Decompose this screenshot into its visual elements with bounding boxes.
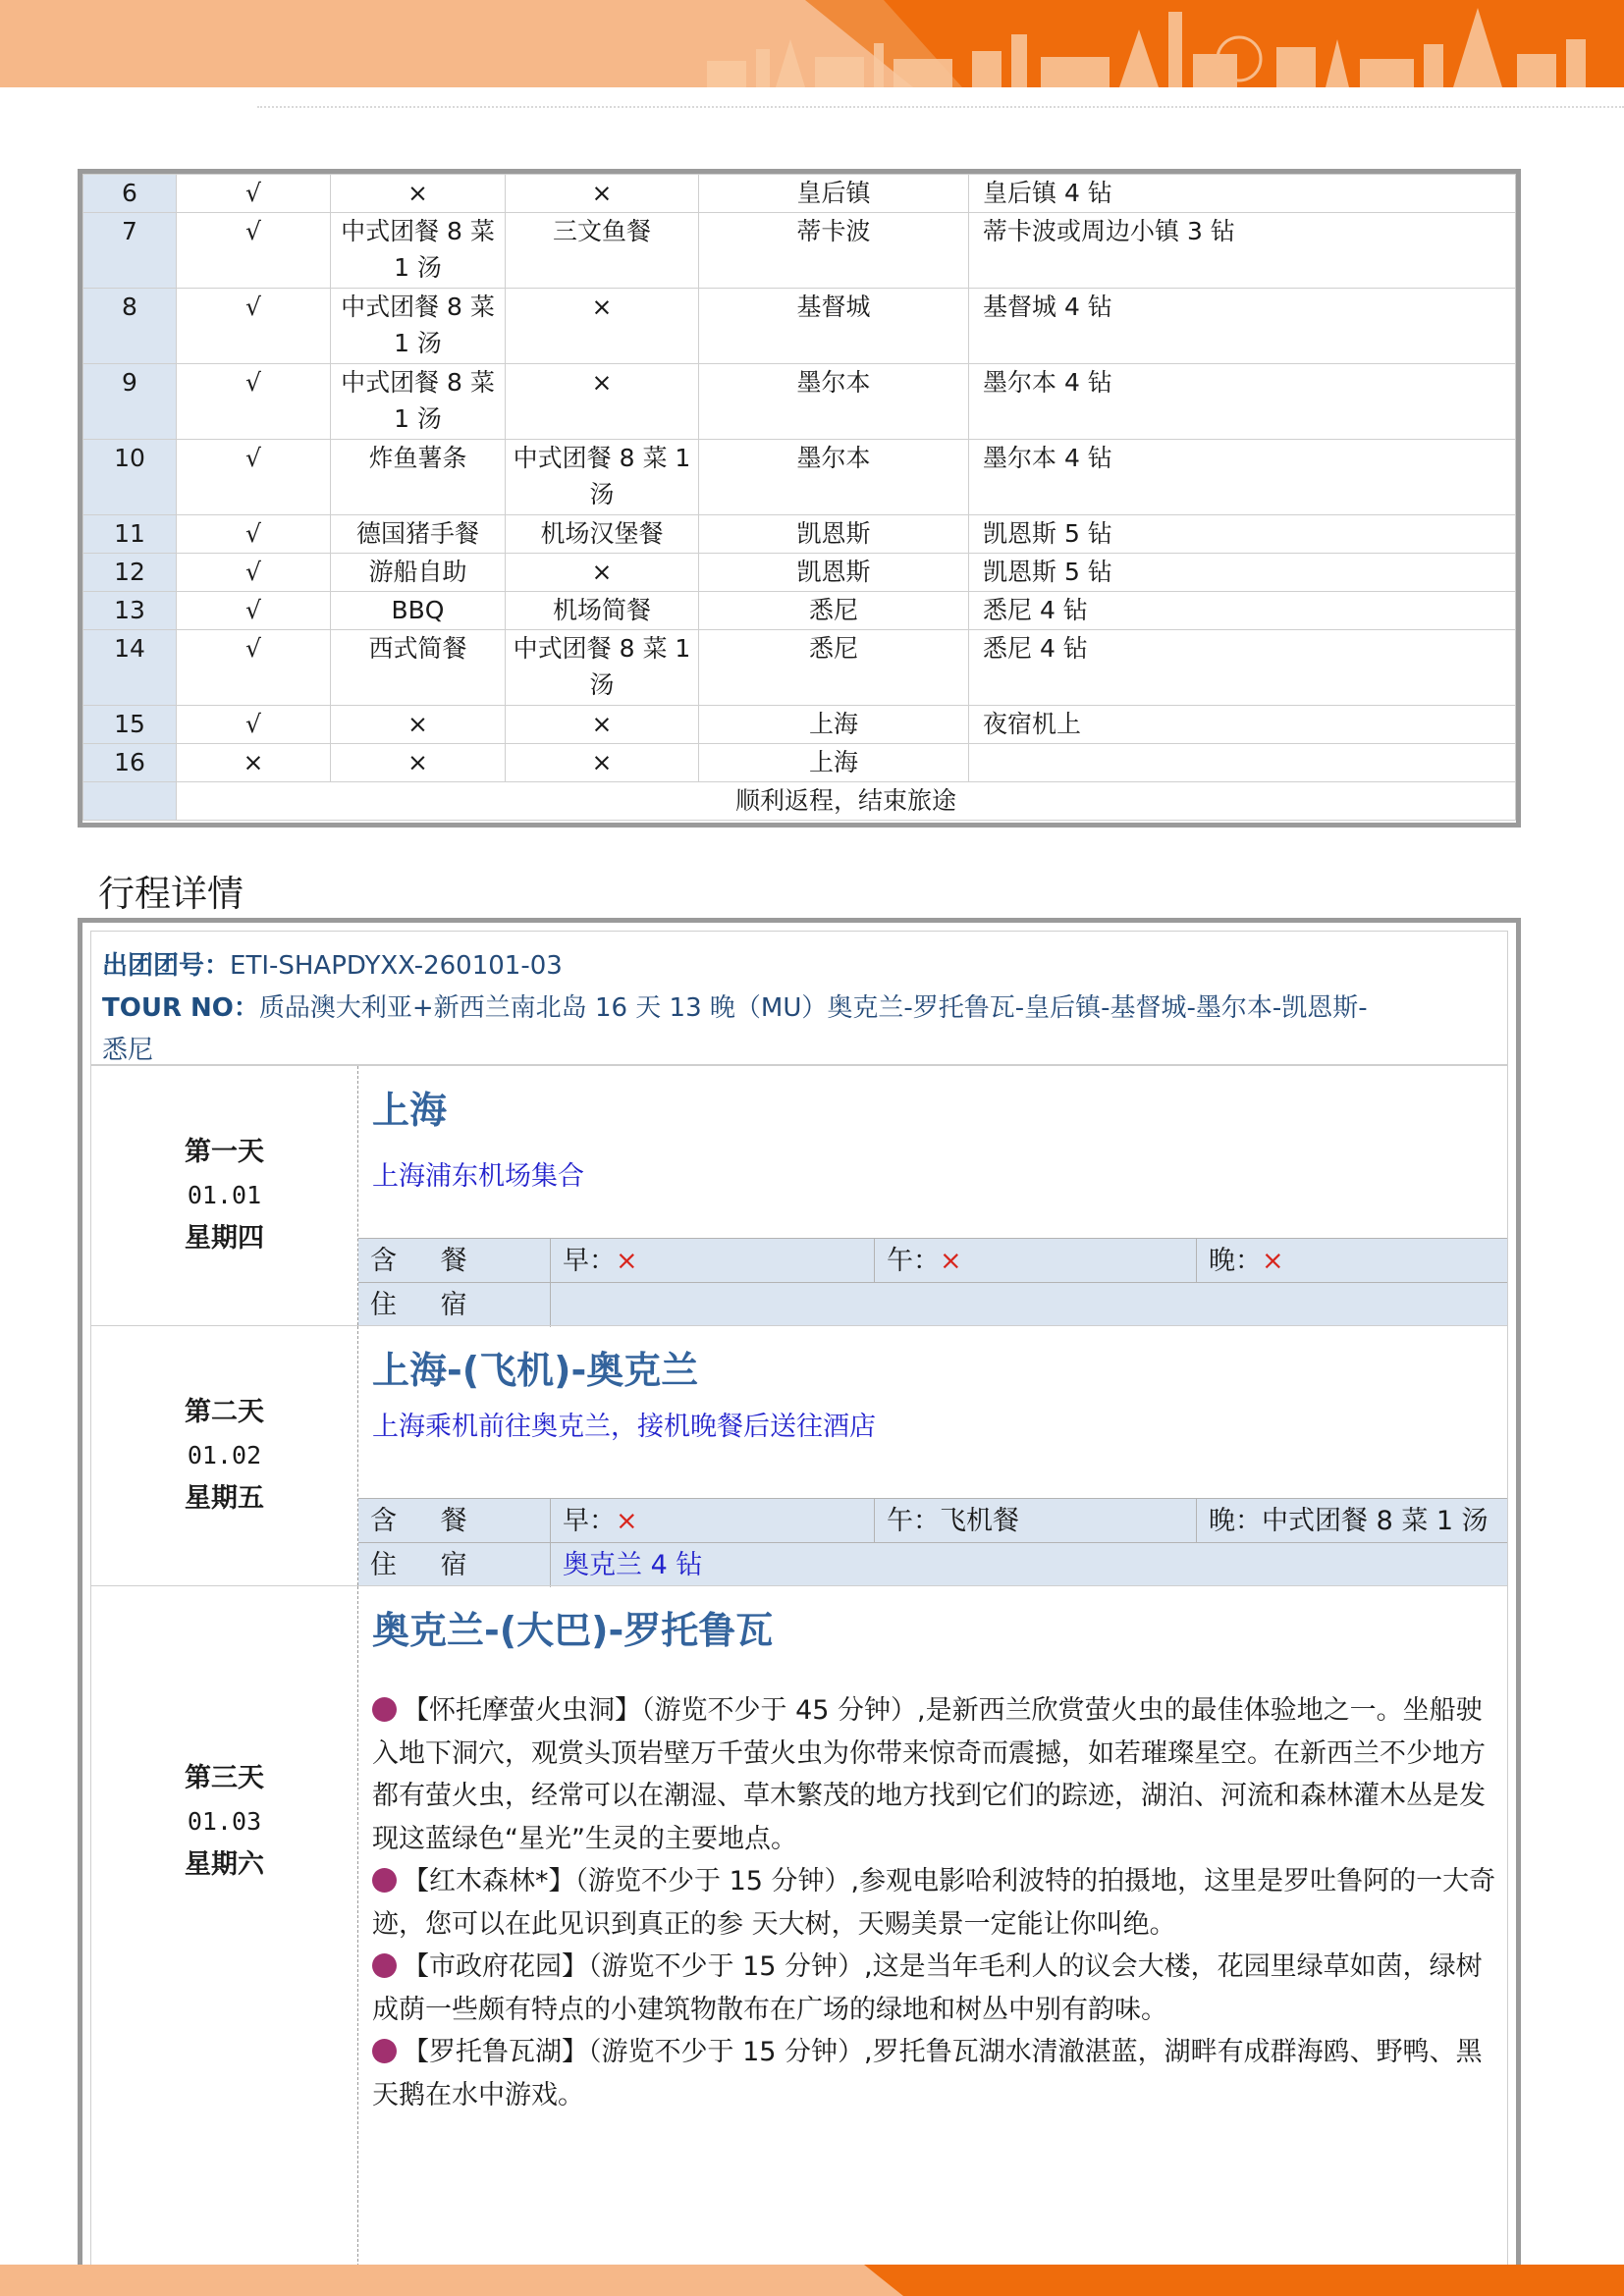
lunch-cell: 炸鱼薯条 (331, 440, 506, 515)
lunch-cell: 午：飞机餐 (874, 1499, 1196, 1543)
day-number-cell: 11 (83, 515, 177, 554)
day-weekday: 星期五 (185, 1483, 264, 1514)
lunch-cell: 中式团餐 8 菜 1 汤 (331, 364, 506, 440)
group-number-line (102, 944, 1499, 988)
hotel-cell: 蒂卡波或周边小镇 3 钻 (969, 213, 1516, 289)
day-body (358, 1326, 1507, 1585)
day-number-cell: 8 (83, 289, 177, 364)
day-label (91, 1586, 358, 2296)
dinner-cell: 机场简餐 (506, 592, 699, 630)
lodging-row (358, 1282, 1507, 1326)
day-description: 上海乘机前往奥克兰，接机晚餐后送往酒店 (372, 1412, 876, 1442)
breakfast-cell: √ (177, 554, 331, 592)
meals-table-row (83, 364, 1516, 440)
city-cell: 基督城 (699, 289, 969, 364)
meals-table-row (83, 440, 1516, 515)
tour-header (90, 931, 1508, 1065)
lunch-cell: 德国猪手餐 (331, 515, 506, 554)
tour-name-line-2: 悉尼 (102, 1036, 154, 1065)
lunch-cell: × (331, 175, 506, 213)
lunch-cell: 游船自助 (331, 554, 506, 592)
footer-band (0, 2265, 1624, 2296)
day-label (91, 1066, 358, 1325)
city-cell: 皇后镇 (699, 175, 969, 213)
hotel-cell: 凯恩斯 5 钻 (969, 554, 1516, 592)
section-title: 行程详情 (98, 873, 244, 915)
meals-table-row (83, 630, 1516, 706)
breakfast-cell: √ (177, 440, 331, 515)
header-band (0, 0, 1624, 87)
day-number-cell: 16 (83, 744, 177, 782)
dinner-cell: 中式团餐 8 菜 1 汤 (506, 630, 699, 706)
meals-label: 含 餐 (370, 1506, 485, 1536)
day-date: 01.01 (187, 1181, 262, 1209)
lunch-cell: 中式团餐 8 菜 1 汤 (331, 213, 506, 289)
day-number-cell: 15 (83, 706, 177, 744)
breakfast-cell: √ (177, 592, 331, 630)
group-number: ETI-SHAPDYXX-260101-03 (230, 951, 563, 981)
day-weekday: 星期六 (185, 1849, 264, 1880)
meals-table-row (83, 744, 1516, 782)
day-route: 上海-(飞机)-奥克兰 (372, 1349, 699, 1392)
meals-table (82, 174, 1516, 821)
day-description: 上海浦东机场集合 (372, 1161, 584, 1192)
tour-name-line (102, 988, 1499, 1030)
day-title: 第二天 (185, 1397, 264, 1427)
closing-note: 顺利返程，结束旅途 (177, 782, 1516, 821)
day-label (91, 1326, 358, 1585)
dinner-cell: × (506, 175, 699, 213)
hotel-cell: 夜宿机上 (969, 706, 1516, 744)
dinner-cell: × (506, 744, 699, 782)
hotel-cell (969, 744, 1516, 782)
breakfast-cell: √ (177, 213, 331, 289)
breakfast-cell: × (177, 744, 331, 782)
lunch-cell: 午：× (874, 1239, 1196, 1283)
city-cell: 墨尔本 (699, 364, 969, 440)
tour-name: 质品澳大利亚+新西兰南北岛 16 天 13 晚（MU）奥克兰-罗托鲁瓦-皇后镇-基督城-墨尔本-凯恩斯- (258, 993, 1368, 1023)
breakfast-cell: √ (177, 289, 331, 364)
breakfast-cell: √ (177, 630, 331, 706)
meals-table-closing-row (83, 782, 1516, 821)
hotel-cell: 墨尔本 4 钻 (969, 364, 1516, 440)
round-bullet-icon (372, 2039, 397, 2063)
breakfast-cell: 早：× (550, 1499, 874, 1543)
lodging-value: 奥克兰 4 钻 (550, 1543, 1507, 1587)
header-rule (257, 106, 1624, 108)
meals-table-row (83, 289, 1516, 364)
day-number-cell: 9 (83, 364, 177, 440)
lodging-label: 住 宿 (370, 1550, 485, 1580)
day-route: 奥克兰-(大巴)-罗托鲁瓦 (372, 1609, 774, 1652)
city-cell: 上海 (699, 706, 969, 744)
attraction-item: 【市政府花园】（游览不少于 15 分钟）,这是当年毛利人的议会大楼，花园里绿草如茵，绿树成荫一些颇有特点的小建筑物散布在广场的绿地和树丛中别有韵味。 (372, 1951, 1483, 2025)
day-block-3 (90, 1585, 1508, 2296)
day-title: 第一天 (185, 1137, 264, 1167)
meals-table-row (83, 706, 1516, 744)
attraction-item: 【罗托鲁瓦湖】（游览不少于 15 分钟）,罗托鲁瓦湖水清澈湛蓝，湖畔有成群海鸥、野鸭、黑天鹅在水中游戏。 (372, 2037, 1483, 2110)
breakfast-cell: √ (177, 364, 331, 440)
city-cell: 蒂卡波 (699, 213, 969, 289)
lunch-cell: BBQ (331, 592, 506, 630)
lunch-cell: × (331, 706, 506, 744)
dinner-cell: 晚：× (1196, 1239, 1507, 1283)
dinner-cell: 中式团餐 8 菜 1 汤 (506, 440, 699, 515)
day-number-cell: 7 (83, 213, 177, 289)
breakfast-cell: 早：× (550, 1239, 874, 1283)
lodging-label: 住 宿 (370, 1290, 485, 1320)
dinner-cell: × (506, 364, 699, 440)
meals-table-row (83, 515, 1516, 554)
dinner-cell: × (506, 706, 699, 744)
city-skyline-icon (0, 0, 1624, 87)
day-route: 上海 (372, 1089, 448, 1132)
city-cell: 凯恩斯 (699, 515, 969, 554)
dinner-cell: 三文鱼餐 (506, 213, 699, 289)
attraction-item: 【红木森林*】（游览不少于 15 分钟）,参观电影哈利波特的拍摄地，这里是罗吐鲁阿的一大奇迹，您可以在此见识到真正的参 天大树，天赐美景一定能让你叫绝。 (372, 1866, 1496, 1940)
day-block-2 (90, 1325, 1508, 1586)
dinner-cell: × (506, 289, 699, 364)
footer-stripe (0, 2265, 1624, 2296)
breakfast-cell: √ (177, 706, 331, 744)
day-body (358, 1066, 1507, 1325)
dinner-cell: 机场汉堡餐 (506, 515, 699, 554)
day-date: 01.02 (187, 1441, 262, 1469)
lodging-row (358, 1542, 1507, 1586)
meals-label: 含 餐 (370, 1246, 485, 1276)
dinner-cell: × (506, 554, 699, 592)
day-number-cell: 14 (83, 630, 177, 706)
day-number-cell: 10 (83, 440, 177, 515)
itinerary-frame (78, 918, 1521, 2296)
hotel-cell: 基督城 4 钻 (969, 289, 1516, 364)
hotel-cell: 悉尼 4 钻 (969, 630, 1516, 706)
round-bullet-icon (372, 1697, 397, 1722)
city-cell: 悉尼 (699, 630, 969, 706)
city-cell: 悉尼 (699, 592, 969, 630)
day-title: 第三天 (185, 1763, 264, 1793)
hotel-cell: 皇后镇 4 钻 (969, 175, 1516, 213)
attraction-list (372, 1689, 1501, 2116)
day-number-cell (83, 782, 177, 821)
day-weekday: 星期四 (185, 1223, 264, 1254)
city-cell: 墨尔本 (699, 440, 969, 515)
meals-table-row (83, 175, 1516, 213)
day-number-cell: 13 (83, 592, 177, 630)
meals-table-row (83, 592, 1516, 630)
breakfast-cell: √ (177, 175, 331, 213)
lodging-value (550, 1283, 1507, 1327)
breakfast-cell: √ (177, 515, 331, 554)
meals-row (358, 1238, 1507, 1282)
day-number-cell: 6 (83, 175, 177, 213)
dinner-cell: 晚：中式团餐 8 菜 1 汤 (1196, 1499, 1507, 1543)
hotel-cell: 悉尼 4 钻 (969, 592, 1516, 630)
round-bullet-icon (372, 1953, 397, 1978)
meals-table-row (83, 213, 1516, 289)
day-body (358, 1586, 1507, 2296)
day-date: 01.03 (187, 1807, 262, 1836)
meals-row (358, 1498, 1507, 1542)
city-cell: 上海 (699, 744, 969, 782)
hotel-cell: 墨尔本 4 钻 (969, 440, 1516, 515)
group-number-label: 出团团号： (102, 951, 231, 981)
city-cell: 凯恩斯 (699, 554, 969, 592)
hotel-cell: 凯恩斯 5 钻 (969, 515, 1516, 554)
round-bullet-icon (372, 1868, 397, 1893)
meals-table-frame (78, 169, 1521, 828)
lunch-cell: × (331, 744, 506, 782)
day-number-cell: 12 (83, 554, 177, 592)
attraction-item: 【怀托摩萤火虫洞】（游览不少于 45 分钟）,是新西兰欣赏萤火虫的最佳体验地之一。坐船驶入地下洞穴，观赏头顶岩壁万千萤火虫为你带来惊奇而震撼，如若璀璨星空。在新西兰不少地方都有萤火虫，经常可以在潮湿、草木繁茂的地方找到它们的踪迹，湖泊、河流和森林灌木丛是发现这蓝绿色“星光”生灵的主要地点。 (372, 1695, 1486, 1854)
lunch-cell: 西式简餐 (331, 630, 506, 706)
lunch-cell: 中式团餐 8 菜 1 汤 (331, 289, 506, 364)
tour-no-label: TOUR NO： (102, 993, 259, 1023)
meals-table-row (83, 554, 1516, 592)
day-block-1 (90, 1065, 1508, 1326)
